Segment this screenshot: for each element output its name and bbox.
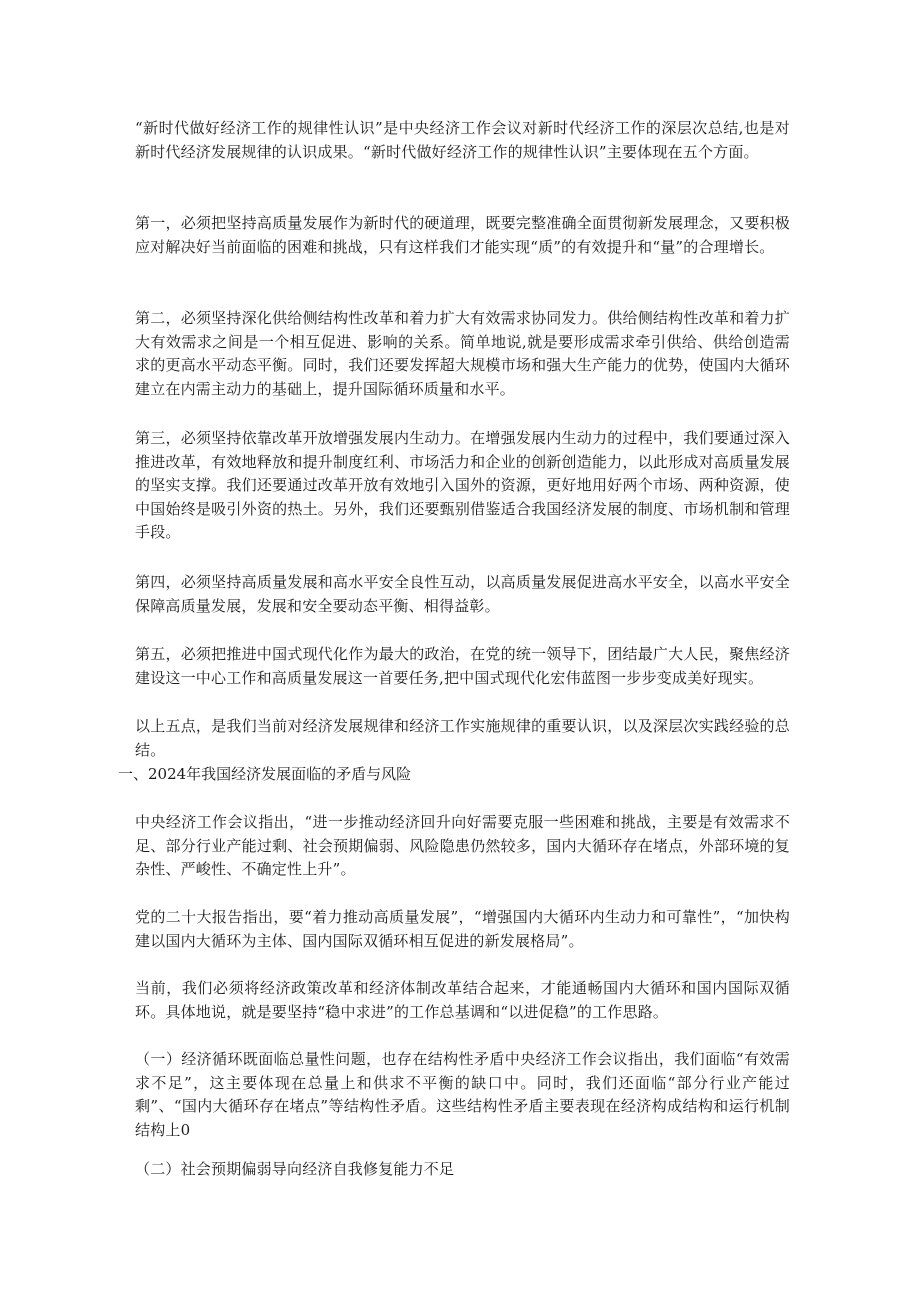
summary-paragraph: 以上五点，是我们当前对经济发展规律和经济工作实施规律的重要认识，以及深层次实践经验的总结。 (135, 717, 790, 759)
section-paragraph-3: 当前，我们必须将经济政策改革和经济体制改革结合起来，才能通畅国内大循环和国内国际双循环。具体地说，就是要坚持“稳中求进”的工作总基调和“以进促稳”的工作思路。 (135, 979, 790, 1021)
point-five-paragraph: 第五，必须把推进中国式现代化作为最大的政治，在党的统一领导下，团结最广大人民，聚焦经济建设这一中心工作和高质量发展这一首要任务,把中国式现代化宏伟蓝图一步步变成美好现实。 (135, 645, 790, 687)
point-one-paragraph: 第一，必须把坚持高质量发展作为新时代的硬道理，既要完整准确全面贯彻新发展理念，又要积极应对解决好当前面临的困难和挑战，只有这样我们才能实现“质”的有效提升和“量”的合理增长。 (135, 214, 790, 256)
point-four-paragraph: 第四，必须坚持高质量发展和高水平安全良性互动，以高质量发展促进高水平安全，以高水平安全保障高质量发展，发展和安全要动态平衡、相得益彰。 (135, 573, 790, 615)
point-three-paragraph: 第三，必须坚持依靠改革开放增强发展内生动力。在增强发展内生动力的过程中，我们要通过深入推进改革，有效地释放和提升制度红利、市场活力和企业的创新创造能力，以此形成对高质量发展的坚实支撑。我们还要通过改革开放有效地引入国外的资源，更好地用好两个市场、两种资源，使中国始终是吸引外资的热土。另外，我们还要甄别借鉴适合我国经济发展的制度、市场机制和管理手段。 (135, 429, 790, 541)
subsection-two-heading: （二）社会预期偏弱导向经济自我修复能力不足 (135, 1160, 455, 1178)
section-paragraph-1: 中央经济工作会议指出，“进一步推动经济回升向好需要克服一些困难和挑战，主要是有效需求不足、部分行业产能过剩、社会预期偏弱、风险隐患仍然较多，国内大循环存在堵点，外部环境的复杂性、严峻性、不确定性上升”。 (135, 813, 790, 878)
intro-paragraph: “新时代做好经济工作的规律性认识”是中央经济工作会议对新时代经济工作的深层次总结,也是对新时代经济发展规律的认识成果。“新时代做好经济工作的规律性认识”主要体现在五个方面。 (135, 119, 790, 161)
point-two-paragraph: 第二，必须坚持深化供给侧结构性改革和着力扩大有效需求协同发力。供给侧结构性改革和着力扩大有效需求之间是一个相互促进、影响的关系。简单地说,就是要形成需求牵引供给、供给创造需求的更高水平动态平衡。同时，我们还要发挥超大规模市场和强大生产能力的优势，使国内大循环建立在内需主动力的基础上，提升国际循环质量和水平。 (135, 309, 790, 398)
section-paragraph-2: 党的二十大报告指出，要“着力推动高质量发展”，“增强国内大循环内生动力和可靠性”，“加快构建以国内大循环为主体、国内国际双循环相互促进的新发展格局”。 (135, 908, 790, 950)
subsection-one-paragraph: （一）经济循环既面临总量性问题，也存在结构性矛盾中央经济工作会议指出，我们面临“有效需求不足”，这主要体现在总量上和供求不平衡的缺口中。同时，我们还面临“部分行业产能过剩”、“国内大循环存在堵点”等结构性矛盾。这些结构性矛盾主要表现在经济构成结构和运行机制结构上0 (135, 1050, 790, 1139)
section-heading: 一、2024年我国经济发展面临的矛盾与风险 (118, 765, 412, 783)
